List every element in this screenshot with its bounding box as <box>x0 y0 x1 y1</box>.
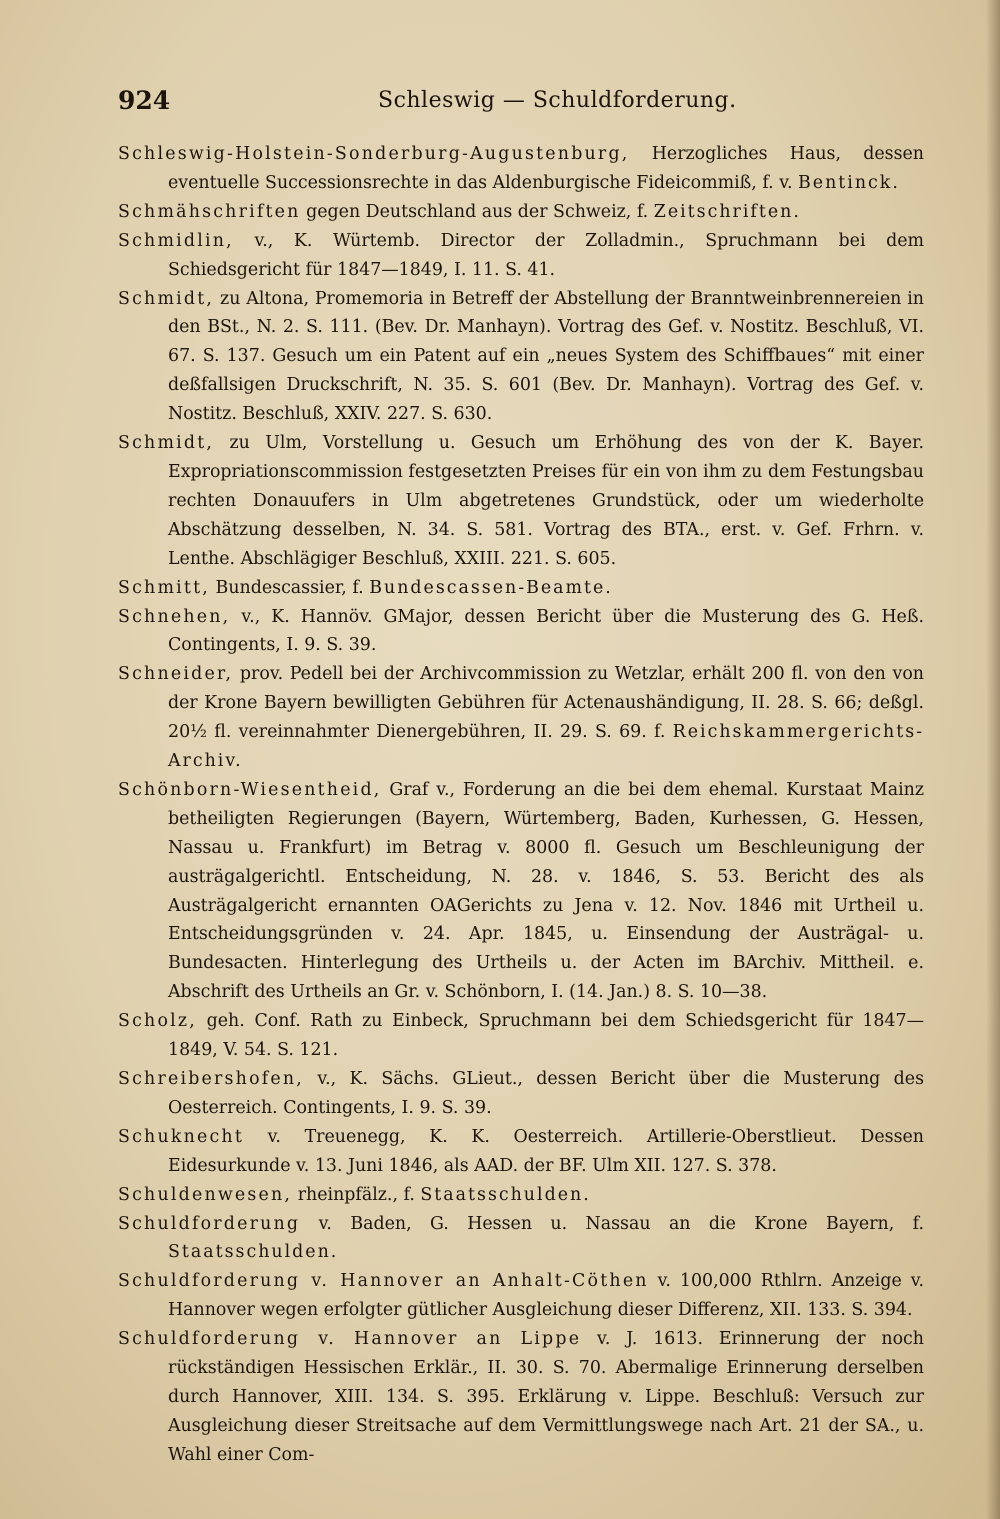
entry-term: Schneider, <box>118 664 234 685</box>
entry-term: Schmidt, <box>118 288 215 309</box>
entry-cross-reference: Bundescassen-Beamte. <box>369 577 613 598</box>
entry-term: Schreibershofen, <box>118 1069 305 1089</box>
entry-text: zu Altona, Promemoria in Betreff der Abstellung der Branntweinbrennereien in den BSt., N. 2. S. 111. (Bev. Dr. Manhayn). Vortrag des Gef. v. Nostitz. Beschluß, VI. 67. S. 137. Gesuch um ein Patent auf ein „neues System des Schiffbaues“ mit einer deßfallsigen Druckschrift, N. 35. S. 601 (Bev. Dr. Manhayn). Vortrag des Gef. v. Nostitz. Beschluß, XXIV. 227. S. 630. <box>168 288 924 425</box>
entry-term: Schmähschriften <box>118 201 301 222</box>
entry-term: Schuldenwesen, <box>118 1184 293 1205</box>
index-entry <box>118 1065 924 1123</box>
entry-text: zu Ulm, Vorstellung u. Gesuch um Erhöhung des von der K. Bayer. Expropriationscommission festgesetzten Preises für ein von ihm zu dem Festungsbau rechten Donauufers in Ulm abgetretenes Grundstück, oder um wiederholte Abschätzung desselben, N. 34. S. 581. Vortrag des BTA., erst. v. Gef. Frhrn. v. Lenthe. Abschlägiger Beschluß, XXIII. 221. S. 605. <box>168 433 924 569</box>
index-entry <box>118 1267 924 1325</box>
entry-text: v. Treuenegg, K. K. Oesterreich. Artillerie-Oberstlieut. Dessen Eidesurkunde v. 13. Juni 1846, als AAD. der BF. Ulm XII. 127. S. 378. <box>168 1126 924 1176</box>
entry-term: Schnehen, <box>118 606 231 627</box>
page-number: 924 <box>118 86 171 115</box>
entry-term: Schuldforderung v. Hannover an Lippe <box>118 1329 582 1350</box>
index-entry <box>118 1123 924 1181</box>
entry-text: Herzogliches Haus, dessen eventuelle Successionsrechte in das Aldenburgische Fideicommiß, f. v. <box>168 144 924 193</box>
entry-cross-reference: Bentinck. <box>798 172 900 193</box>
entry-term: Schönborn-Wiesentheid, <box>118 779 382 800</box>
index-entry <box>118 1007 924 1065</box>
entry-text: v., K. Sächs. GLieut., dessen Bericht über die Musterung des Oesterreich. Contingents, I. 9. S. 39. <box>168 1069 924 1118</box>
index-entry <box>118 660 924 776</box>
entry-term: Schuknecht <box>118 1126 245 1147</box>
index-entry <box>118 574 924 603</box>
entry-term: Schmidlin, <box>118 230 234 251</box>
entry-text: prov. Pedell bei der Archivcommission zu Wetzlar, erhält 200 fl. von den von der Krone Bayern bewilligten Gebühren für Actenaushändigung, II. 28. S. 66; deßgl. 20½ fl. vereinnahmter Dienergebühren, II. 29. S. 69. f. <box>168 664 924 743</box>
entry-term: Schmidt, <box>118 433 215 454</box>
index-entry <box>118 1181 924 1210</box>
index-entry <box>118 198 924 227</box>
entry-cross-reference: Reichskammergerichts-Archiv. <box>168 722 924 772</box>
entry-cross-reference: Staatsschulden. <box>420 1184 591 1205</box>
index-entries <box>118 140 924 1470</box>
index-entry <box>118 1210 924 1268</box>
entry-text: geh. Conf. Rath zu Einbeck, Spruchmann bei dem Schiedsgericht für 1847—1849, V. 54. S. 121. <box>168 1011 924 1061</box>
entry-text: v., K. Hannöv. GMajor, dessen Bericht über die Musterung des G. Heß. Contingents, I. 9. S. 39. <box>168 606 924 656</box>
entry-term: Scholz, <box>118 1011 197 1032</box>
entry-text: gegen Deutschland aus der Schweiz, f. <box>300 201 654 222</box>
entry-term: Schmitt, <box>118 577 211 598</box>
entry-text: Bundescassier, f. <box>210 577 370 598</box>
entry-term: Schleswig-Holstein-Sonderburg-Augustenburg, <box>118 144 630 164</box>
page-edge-shadow <box>986 0 1000 1519</box>
running-title: Schleswig — Schuldforderung. <box>378 88 737 113</box>
index-entry <box>118 429 924 574</box>
entry-term: Schuldforderung v. Hannover an Anhalt-Cöthen <box>118 1271 649 1292</box>
entry-text: v. 100,000 Rthlrn. Anzeige v. Hannover wegen erfolgter gütlicher Ausgleichung dieser Differenz, XII. 133. S. 394. <box>168 1271 925 1321</box>
index-entry <box>118 776 924 1007</box>
index-entry <box>118 603 924 661</box>
entry-text: v. J. 1613. Erinnerung der noch rückständigen Hessischen Erklär., II. 30. S. 70. Abermalige Erinnerung derselben durch Hannover, XIII. 134. S. 395. Erklärung v. Lippe. Beschluß: Versuch zur Ausgleichung dieser Streitsache auf dem Vermittlungswege nach Art. 21 der SA., u. Wahl einer Com- <box>168 1329 924 1465</box>
index-entry <box>118 140 924 198</box>
index-entry <box>118 1325 924 1470</box>
index-entry <box>118 285 924 430</box>
page-header <box>118 86 928 126</box>
entry-term: Schuldforderung <box>118 1213 301 1234</box>
entry-text: v. Baden, G. Hessen u. Nassau an die Krone Bayern, f. <box>300 1213 924 1234</box>
entry-text: v., K. Würtemb. Director der Zolladmin., Spruchmann bei dem Schiedsgericht für 1847—1849, I. 11. S. 41. <box>168 230 924 280</box>
entry-text: Graf v., Forderung an die bei dem ehemal. Kurstaat Mainz betheiligten Regierungen (Bayern, Würtemberg, Baden, Kurhessen, G. Hessen, Nassau u. Frankfurt) im Betrag v. 8000 fl. Gesuch um Beschleunigung der austrägalgerichtl. Entscheidung, N. 28. v. 1846, S. 53. Bericht des als Austrägalgericht ernannten OAGerichts zu Jena v. 12. Nov. 1846 mit Urtheil u. Entscheidungsgründen v. 24. Apr. 1845, u. Einsendung der Austrägal- u. Bundesacten. Hinterlegung des Urtheils u. der Acten im BArchiv. Mittheil. e. Abschrift des Urtheils an Gr. v. Schönborn, I. (14. Jan.) 8. S. 10—38. <box>168 779 924 1003</box>
index-entry <box>118 227 924 285</box>
entry-cross-reference: Staatsschulden. <box>168 1242 339 1263</box>
entry-text: rheinpfälz., f. <box>292 1184 421 1205</box>
entry-cross-reference: Zeitschriften. <box>653 201 801 222</box>
